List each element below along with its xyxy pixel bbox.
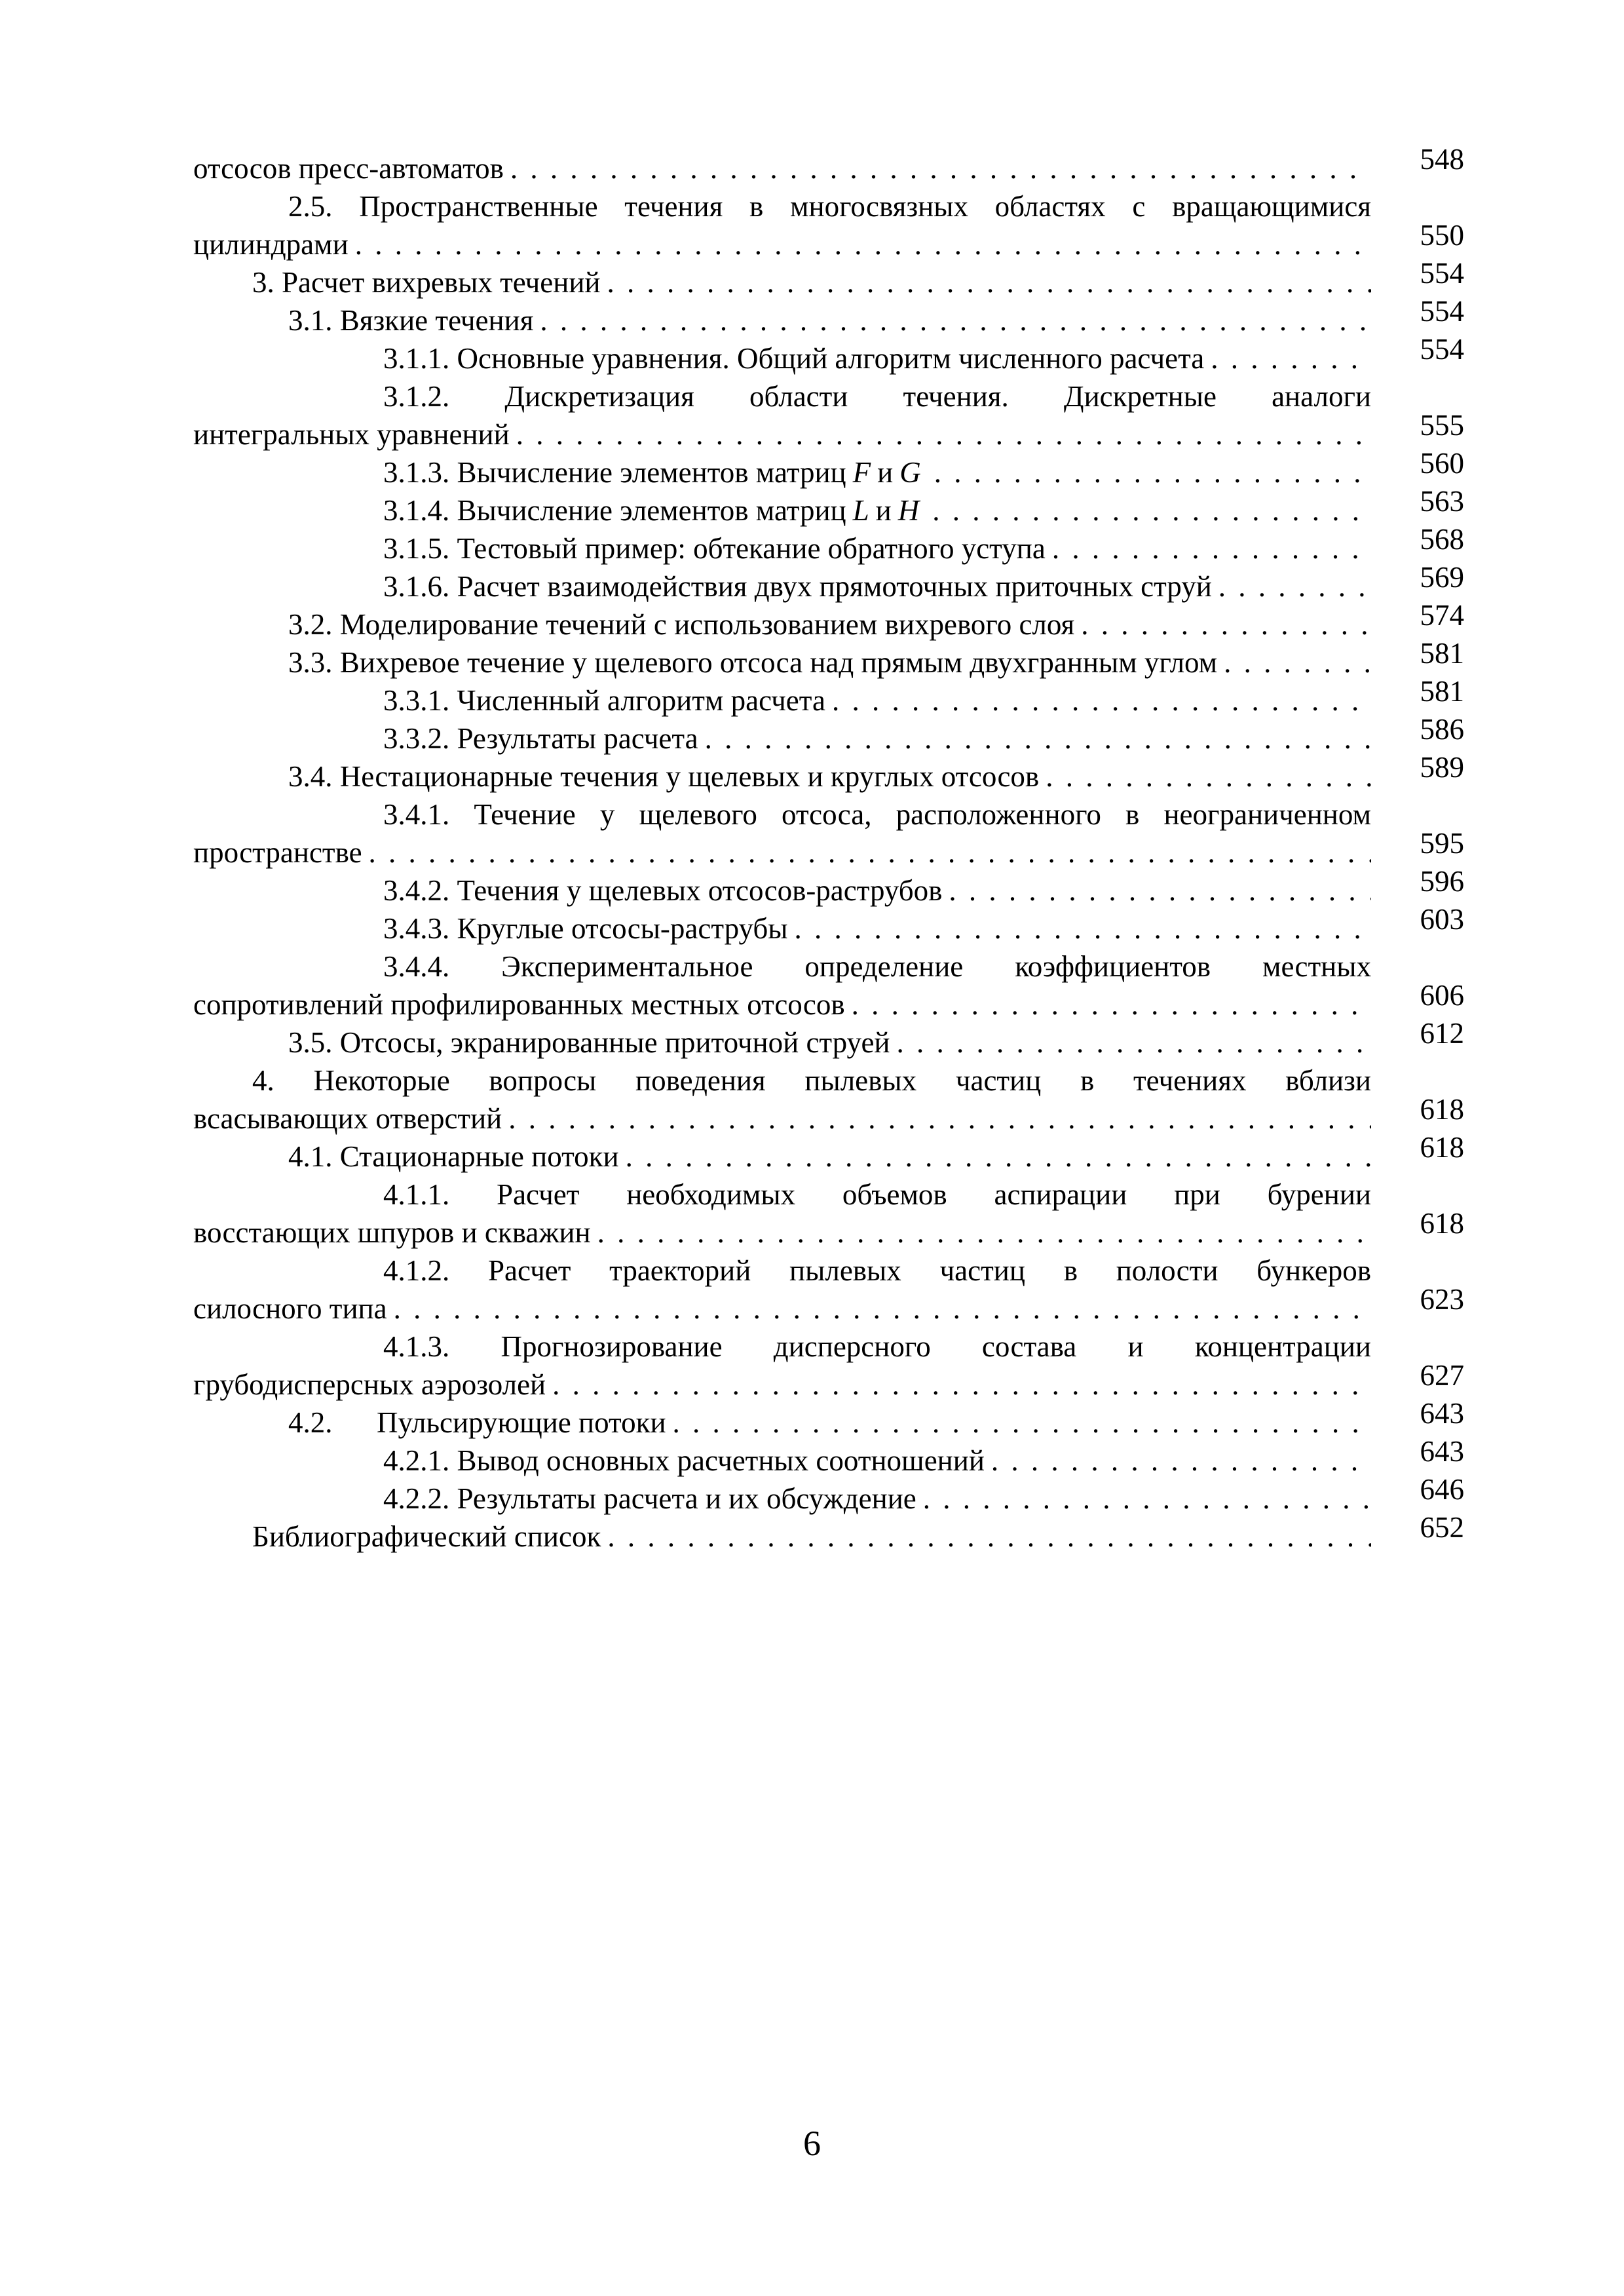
toc-page-number: 643 — [1420, 1435, 1464, 1468]
toc-entry — [193, 1435, 1464, 1480]
dot-leader — [601, 1518, 1371, 1556]
toc-page-number: 581 — [1420, 637, 1464, 670]
toc-entry-title: 3.1.6. Расчет взаимодействия двух прямоточных приточных струй — [383, 570, 1212, 603]
toc-page-number: 606 — [1420, 979, 1464, 1012]
toc-entry — [193, 1252, 1464, 1328]
toc-entry-title: грубодисперсных аэрозолей — [193, 1368, 546, 1401]
toc-entry — [193, 561, 1464, 605]
toc-page-number: 550 — [1420, 219, 1464, 252]
toc-entry-lead: 3.1.2. Дискретизация области течения. Дискретные аналоги — [383, 380, 1371, 413]
toc-page-number: 595 — [1420, 827, 1464, 860]
toc-entry — [193, 187, 1464, 263]
toc-page-number: 568 — [1420, 523, 1464, 556]
dot-leader — [926, 491, 1371, 529]
dot-leader — [788, 909, 1371, 947]
dot-leader — [510, 415, 1371, 453]
toc-entry — [193, 675, 1464, 719]
toc-entry-title: интегральных уравнений — [193, 418, 510, 451]
toc-entry — [193, 751, 1464, 795]
toc-entry-title: 3.3.2. Результаты расчета — [383, 722, 698, 755]
toc-entry-lead: 2.5. Пространственные течения в многосвязных областях с вращающимися — [288, 190, 1371, 223]
toc-page-number: 560 — [1420, 447, 1464, 480]
toc-entry-lead: 4.1.2. Расчет траекторий пылевых частиц в полости бункеров — [383, 1254, 1371, 1287]
toc-entry-title: 3.4. Нестационарные течения у щелевых и круглых отсосов — [288, 760, 1040, 793]
dot-leader — [890, 1024, 1371, 1062]
toc-page-number: 574 — [1420, 599, 1464, 632]
toc-entry — [193, 1473, 1464, 1518]
toc-entry-lead: 4. Некоторые вопросы поведения пылевых частиц в течениях вблизи — [252, 1064, 1371, 1097]
toc-page-number: 612 — [1420, 1017, 1464, 1050]
toc-page-number: 563 — [1420, 485, 1464, 518]
toc-entry — [193, 257, 1464, 301]
toc-entry-title: 3.2. Моделирование течений с использованием вихревого слоя — [288, 608, 1075, 641]
toc-page-number: 581 — [1420, 675, 1464, 708]
toc-entry-title: 3.3. Вихревое течение у щелевого отсоса над прямым двухгранным углом — [288, 646, 1218, 679]
dot-leader — [349, 225, 1371, 263]
toc-page-number: 623 — [1420, 1283, 1464, 1316]
toc-entry-title: цилиндрами — [193, 228, 349, 261]
toc-entry-title: силосного типа — [193, 1292, 387, 1325]
dot-leader — [1204, 339, 1371, 377]
toc-entry — [193, 295, 1464, 339]
toc-entry — [193, 333, 1464, 377]
dot-leader — [825, 681, 1371, 719]
dot-leader — [698, 719, 1371, 757]
dot-leader — [502, 1100, 1371, 1138]
dot-leader — [845, 985, 1371, 1024]
toc-page-number: 569 — [1420, 561, 1464, 594]
toc-entry-title: 3.1.3. Вычисление элементов матриц F и G — [383, 453, 928, 491]
dot-leader — [533, 301, 1371, 339]
toc-entry — [193, 377, 1464, 453]
toc-entry-title: пространстве — [193, 836, 362, 869]
dot-leader — [928, 453, 1371, 491]
toc-page-number: 643 — [1420, 1397, 1464, 1430]
toc-entry-title: 4.2.2. Результаты расчета и их обсуждение — [383, 1482, 916, 1515]
toc-entry — [193, 143, 1464, 187]
toc-entry — [193, 599, 1464, 643]
matrix-symbol: H — [897, 494, 920, 527]
toc-page-number: 646 — [1420, 1473, 1464, 1506]
toc-entry — [193, 795, 1464, 871]
toc-entry — [193, 1062, 1464, 1138]
toc-entry — [193, 1328, 1464, 1404]
toc-entry — [193, 1131, 1464, 1176]
toc-entry — [193, 637, 1464, 681]
toc-entry-lead: 4.1.1. Расчет необходимых объемов аспирации при бурении — [383, 1178, 1371, 1211]
dot-leader — [504, 149, 1371, 187]
toc-entry-title: 4.2.1. Вывод основных расчетных соотношений — [383, 1444, 985, 1477]
toc-page-number: 548 — [1420, 143, 1464, 176]
dot-leader — [601, 263, 1372, 301]
toc-page-number: 618 — [1420, 1131, 1464, 1164]
toc-entry-title: сопротивлений профилированных местных отсосов — [193, 988, 845, 1021]
toc-entry-title: 3.4.3. Круглые отсосы-раструбы — [383, 912, 788, 945]
toc-page-number: 586 — [1420, 713, 1464, 746]
toc-entry — [193, 485, 1464, 529]
dot-leader — [546, 1366, 1371, 1404]
dot-leader — [1217, 643, 1371, 681]
dot-leader — [1046, 529, 1371, 567]
dot-leader — [1212, 567, 1371, 605]
toc-page-number: 554 — [1420, 295, 1464, 328]
toc-entry-title: 3.3.1. Численный алгоритм расчета — [383, 684, 825, 717]
dot-leader — [942, 871, 1371, 909]
toc-entry-title: 3.5. Отсосы, экранированные приточной струей — [288, 1026, 890, 1059]
toc-entry-lead: 3.4.4. Экспериментальное определение коэффициентов местных — [383, 950, 1371, 983]
dot-leader — [362, 833, 1371, 871]
dot-leader — [666, 1404, 1371, 1442]
table-of-contents — [193, 143, 1464, 1556]
toc-entry-title: восстающих шпуров и скважин — [193, 1216, 591, 1249]
matrix-symbol: F — [852, 456, 871, 489]
toc-page-number: 554 — [1420, 257, 1464, 290]
toc-page-number: 627 — [1420, 1359, 1464, 1392]
toc-entry-title: 3.4.2. Течения у щелевых отсосов-раструбов — [383, 874, 943, 907]
toc-entry — [193, 1397, 1464, 1442]
toc-entry — [193, 523, 1464, 567]
dot-leader — [985, 1442, 1371, 1480]
matrix-symbol: L — [852, 494, 869, 527]
toc-entry — [193, 1511, 1464, 1556]
toc-entry-title: 3. Расчет вихревых течений — [252, 266, 601, 299]
toc-entry — [193, 1176, 1464, 1252]
toc-entry-lead: 3.4.1. Течение у щелевого отсоса, расположенного в неограниченном — [383, 798, 1371, 831]
toc-entry-title: 3.1. Вязкие течения — [288, 304, 534, 337]
toc-page-number: 618 — [1420, 1093, 1464, 1126]
toc-entry-title: 3.1.5. Тестовый пример: обтекание обратного уступа — [383, 532, 1046, 565]
toc-entry — [193, 713, 1464, 757]
toc-page-number: 589 — [1420, 751, 1464, 784]
toc-page-number: 596 — [1420, 865, 1464, 898]
toc-entry-title: 4.1. Стационарные потоки — [288, 1140, 619, 1173]
dot-leader — [619, 1138, 1371, 1176]
matrix-symbol: G — [899, 456, 921, 489]
toc-entry-title: Библиографический список — [252, 1520, 601, 1553]
page-number: 6 — [803, 2124, 821, 2163]
toc-entry — [193, 903, 1464, 947]
toc-entry — [193, 447, 1464, 491]
toc-entry — [193, 865, 1464, 909]
dot-leader — [916, 1480, 1371, 1518]
toc-entry-title: 3.1.1. Основные уравнения. Общий алгоритм численного расчета — [383, 342, 1205, 375]
toc-page-number: 652 — [1420, 1511, 1464, 1544]
toc-entry-title: 3.1.4. Вычисление элементов матриц L и H — [383, 491, 926, 529]
dot-leader — [387, 1290, 1371, 1328]
toc-entry-lead: 4.1.3. Прогнозирование дисперсного состава и концентрации — [383, 1330, 1371, 1363]
toc-page-number: 603 — [1420, 903, 1464, 936]
dot-leader — [591, 1214, 1371, 1252]
toc-page-number: 618 — [1420, 1207, 1464, 1240]
toc-entry-title: отсосов пресс-автоматов — [193, 152, 504, 185]
toc-page-number: 555 — [1420, 409, 1464, 442]
toc-entry-title: всасывающих отверстий — [193, 1102, 502, 1135]
dot-leader — [1039, 757, 1371, 795]
dot-leader — [1074, 605, 1371, 643]
toc-entry — [193, 1017, 1464, 1062]
toc-entry — [193, 947, 1464, 1024]
toc-page-number: 554 — [1420, 333, 1464, 366]
toc-entry-title: 4.2. Пульсирующие потоки — [288, 1406, 666, 1439]
